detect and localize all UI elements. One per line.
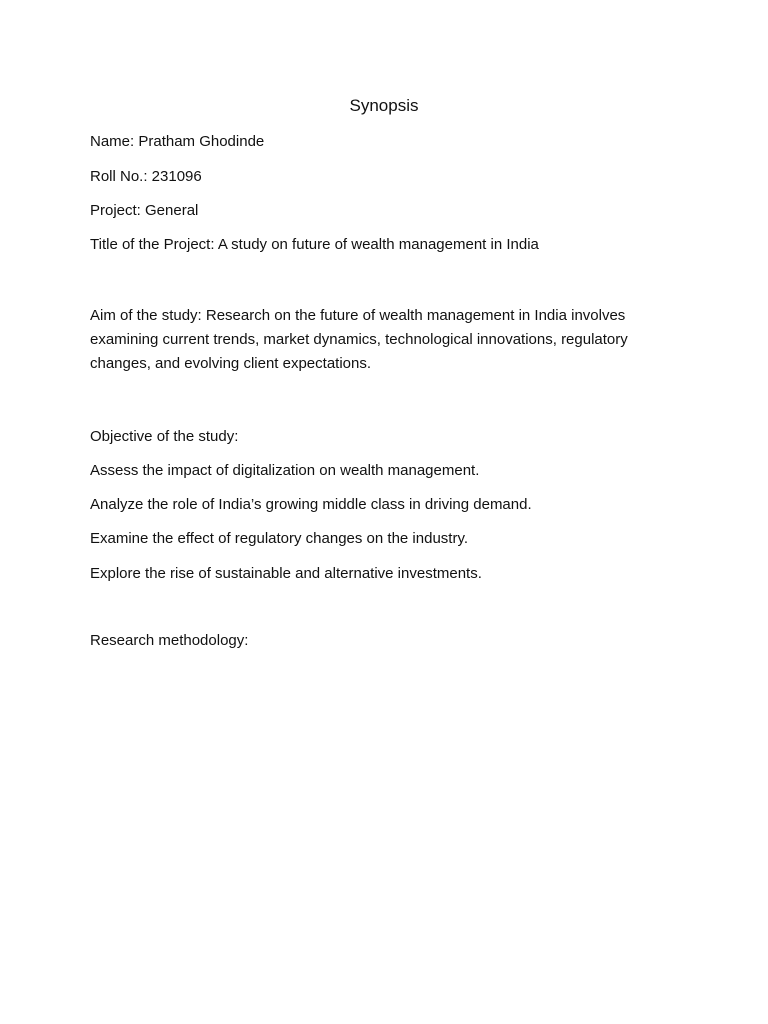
methodology-heading: Research methodology:: [90, 632, 249, 649]
name-line: Name: Pratham Ghodinde: [90, 133, 265, 150]
aim-paragraph: [90, 304, 690, 376]
roll-number-line: Roll No.: 231096: [90, 168, 202, 185]
document-title: Synopsis: [349, 96, 419, 115]
objective-item-3: Examine the effect of regulatory changes on the industry.: [90, 530, 469, 547]
aim-line-3: changes, and evolving client expectations.: [90, 355, 372, 372]
project-title-line: Title of the Project: A study on future of wealth management in India: [90, 236, 539, 253]
objective-item-2: Analyze the role of India’s growing middle class in driving demand.: [90, 496, 532, 513]
objective-heading: Objective of the study:: [90, 428, 239, 445]
objective-item-4: Explore the rise of sustainable and alternative investments.: [90, 565, 482, 582]
project-line: Project: General: [90, 202, 199, 219]
objective-item-1: Assess the impact of digitalization on wealth management.: [90, 462, 480, 479]
aim-line-1: Aim of the study: Research on the future of wealth management in India involves: [90, 307, 626, 324]
aim-line-2: examining current trends, market dynamics, technological innovations, regulatory: [90, 331, 628, 348]
